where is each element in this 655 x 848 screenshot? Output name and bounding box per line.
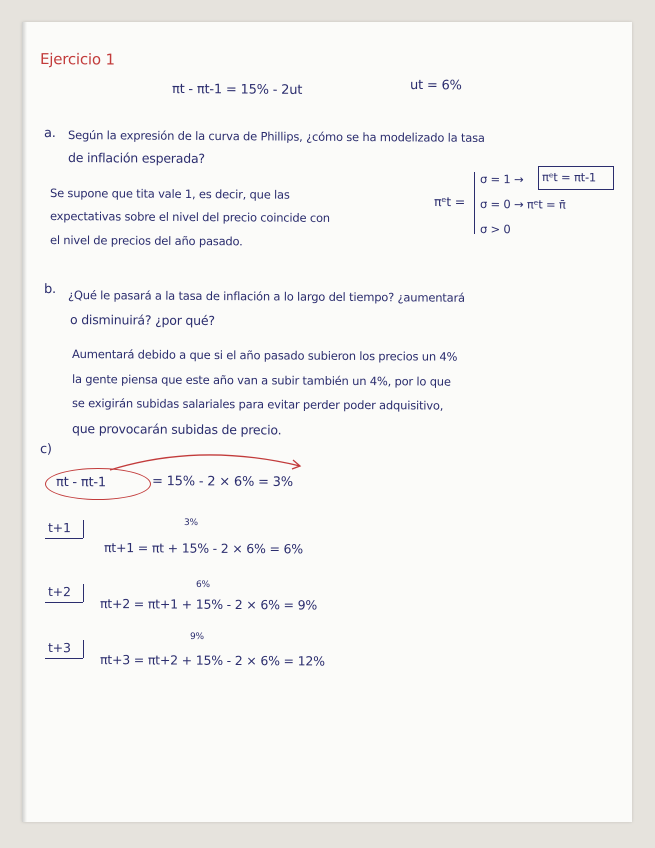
unemployment-value: ut = 6%	[409, 78, 462, 94]
case-theta-positive: σ > 0	[479, 222, 511, 237]
part-b-question-line1: ¿Qué le pasará a la tasa de inflación a lo largo del tiempo? ¿aumentará	[67, 288, 465, 305]
step-equation-t1: πt+1 = πt + 15% - 2 × 6% = 6%	[103, 540, 304, 557]
red-arc	[110, 455, 300, 470]
step-note-t3: 9%	[189, 632, 204, 643]
part-a-answer-line3: el nivel de precios del año pasado.	[49, 233, 243, 249]
step-label-t3-underline	[45, 658, 83, 659]
part-a-question-line2: de inflación esperada?	[67, 150, 205, 166]
step-label-t3-bar	[83, 640, 84, 658]
step-label-t1-underline	[45, 538, 83, 539]
step-label-t1-bar	[83, 520, 84, 538]
part-b-answer-line3: se exigirán subidas salariales para evitar perder poder adquisitivo,	[71, 396, 444, 413]
case-one-boxed-result: πᵉt = πt-1	[541, 170, 597, 185]
exercise-title: Ejercicio 1	[39, 50, 115, 69]
step-label-t2: t+2	[47, 584, 71, 600]
step-label-t2-underline	[45, 602, 83, 603]
main-equation: πt - πt-1 = 15% - 2ut	[171, 82, 303, 98]
expected-inflation-lhs: πᵉt =	[433, 194, 466, 210]
case-theta-zero: σ = 0 → πᵉt = π̄	[479, 197, 566, 212]
case-theta-one: σ = 1 →	[479, 172, 524, 187]
step-label-t2-bar	[83, 584, 84, 602]
step-note-t1: 3%	[183, 518, 198, 529]
step-note-t2: 6%	[195, 580, 210, 591]
part-b-label: b.	[43, 282, 57, 298]
part-b-answer-line4: que provocarán subidas de precio.	[71, 421, 282, 438]
step-label-t3: t+3	[47, 640, 71, 656]
part-a-answer-line2: expectativas sobre el nivel del precio coincide con	[49, 209, 330, 225]
circled-expression: πt - πt-1	[55, 475, 107, 491]
part-b-question-line2: o disminuirá? ¿por qué?	[69, 312, 215, 329]
step-equation-t3: πt+3 = πt+2 + 15% - 2 × 6% = 12%	[99, 652, 325, 669]
part-a-label: a.	[43, 126, 56, 142]
part-b-answer-line1: Aumentará debido a que si el año pasado subieron los precios un 4%	[71, 347, 458, 364]
part-a-answer-line1: Se supone que tita vale 1, es decir, que las	[49, 186, 290, 202]
step-equation-t2: πt+2 = πt+1 + 15% - 2 × 6% = 9%	[99, 596, 318, 613]
part-c-label: c)	[39, 442, 52, 458]
step-label-t1: t+1	[47, 520, 71, 536]
part-b-answer-line2: la gente piensa que este año van a subir también un 4%, por lo que	[71, 372, 451, 389]
first-step-equation: = 15% - 2 × 6% = 3%	[151, 474, 293, 490]
part-a-question-line1: Según la expresión de la curva de Phillips, ¿cómo se ha modelizado la tasa	[67, 128, 485, 145]
